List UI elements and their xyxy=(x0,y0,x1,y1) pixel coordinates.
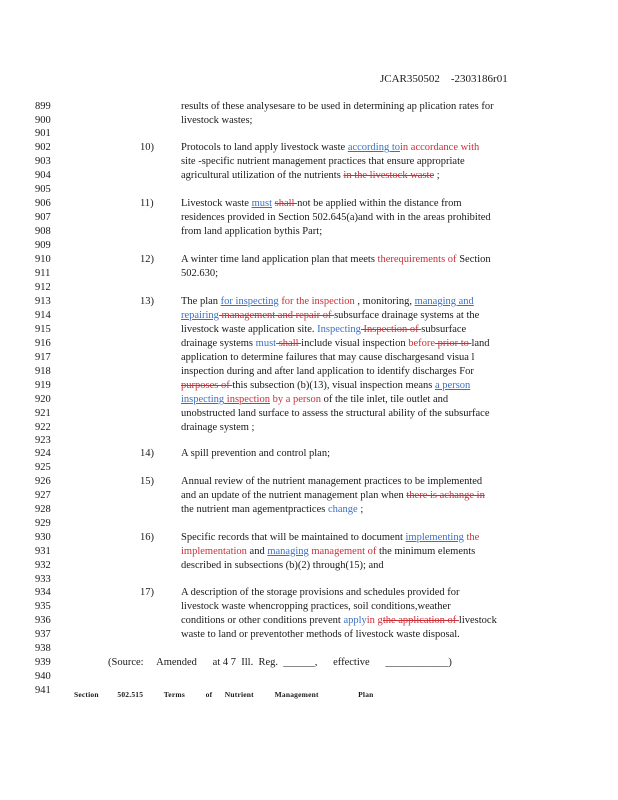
line-number: 915 xyxy=(35,324,51,335)
line-number: 930 xyxy=(35,532,51,543)
text-line: results of these analysesare to be used in determining ap plication rates for xyxy=(181,101,494,112)
text-line: Specific records that will be maintained to document implementing the xyxy=(181,532,480,543)
item-number: 17) xyxy=(140,587,154,598)
inserted-text: change xyxy=(327,504,358,515)
line-number: 912 xyxy=(35,282,51,293)
line-number: 929 xyxy=(35,518,51,529)
inserted-text: of xyxy=(365,546,377,557)
text-line: application to determine failures that may cause dischargesand visua l xyxy=(181,352,475,363)
line-number: 922 xyxy=(35,422,51,433)
line-number: 900 xyxy=(35,115,51,126)
inserted-text: for the inspection xyxy=(278,296,355,307)
item-number: 11) xyxy=(140,198,154,209)
inserted-text: inspecting xyxy=(181,394,225,405)
item-number: 12) xyxy=(140,254,154,265)
line-number: 933 xyxy=(35,574,51,585)
document-header: JCAR350502 -2303186r01 xyxy=(380,73,508,85)
line-number: 932 xyxy=(35,560,51,571)
deleted-text: there is achange in xyxy=(406,490,485,501)
inserted-text: implementation xyxy=(181,546,247,557)
line-number: 936 xyxy=(35,615,51,626)
text-line: residences provided in Section 502.645(a)and with in the areas prohibited xyxy=(181,212,491,223)
line-number: 923 xyxy=(35,435,51,446)
text-line: A winter time land application plan that meets therequirements of Section xyxy=(181,254,491,265)
deleted-text: prior to xyxy=(435,338,472,349)
text-line: the nutrient man agementpractices change ; xyxy=(181,504,364,515)
line-number: 918 xyxy=(35,366,51,377)
line-number: 938 xyxy=(35,643,51,654)
line-number: 940 xyxy=(35,671,51,682)
text-line: drainage system ; xyxy=(181,422,255,433)
inserted-text: according to xyxy=(347,142,400,153)
text-line: drainage systems must shall include visual inspection before prior to land xyxy=(181,338,490,349)
line-number: 919 xyxy=(35,380,51,391)
inserted-text: must xyxy=(255,338,277,349)
line-number: 913 xyxy=(35,296,51,307)
text-line: from land application bythis Part; xyxy=(181,226,323,237)
inserted-text: inspection xyxy=(224,394,270,405)
text-line: repairing management and repair of subsurface drainage systems at the xyxy=(181,310,480,321)
text-line: agricultural utilization of the nutrients in the livestock waste ; xyxy=(181,170,440,181)
text-line: unobstructed land surface to assess the structural ability of the subsurface xyxy=(181,408,490,419)
deleted-text: management and repair of xyxy=(218,310,335,321)
text-line: implementation and managing management of the minimum elements xyxy=(181,546,476,557)
section-footer: Section 502.515 Terms of Nutrient Management Plan xyxy=(74,690,374,699)
line-number: 902 xyxy=(35,142,51,153)
line-number: 901 xyxy=(35,128,51,139)
item-number: 16) xyxy=(140,532,154,543)
text-line: livestock waste application site. Inspecting Inspection of subsurface xyxy=(181,324,467,335)
line-number: 908 xyxy=(35,226,51,237)
line-number: 909 xyxy=(35,240,51,251)
inserted-text: management xyxy=(308,546,366,557)
deleted-text: purposes of xyxy=(181,380,233,391)
deleted-text: shall xyxy=(276,338,302,349)
line-number: 905 xyxy=(35,184,51,195)
line-number: 903 xyxy=(35,156,51,167)
line-number: 931 xyxy=(35,546,51,557)
inserted-text: the xyxy=(463,532,480,543)
text-line: Livestock waste must shall not be applied within the distance from xyxy=(181,198,462,209)
deleted-text: in the livestock waste xyxy=(343,170,435,181)
line-number: 927 xyxy=(35,490,51,501)
inserted-text: managing xyxy=(267,546,309,557)
line-number: 914 xyxy=(35,310,51,321)
text-line: Annual review of the nutrient management practices to be implemented xyxy=(181,476,483,487)
item-number: 14) xyxy=(140,448,154,459)
text-line: described in subsections (b)(2) through(15); and xyxy=(181,560,384,571)
line-number: 920 xyxy=(35,394,51,405)
line-number: 904 xyxy=(35,170,51,181)
line-number: 935 xyxy=(35,601,51,612)
inserted-text: managing and xyxy=(414,296,474,307)
line-number: 921 xyxy=(35,408,51,419)
deleted-text: Inspection of xyxy=(360,324,422,335)
line-number: 911 xyxy=(35,268,51,279)
line-number: 907 xyxy=(35,212,51,223)
line-number: 926 xyxy=(35,476,51,487)
line-number: 910 xyxy=(35,254,51,265)
line-number: 924 xyxy=(35,448,51,459)
text-line: A spill prevention and control plan; xyxy=(181,448,331,459)
source-note: (Source: Amended at 4 7 Ill. Reg. ______, effective ____________) xyxy=(108,657,452,668)
line-number: 941 xyxy=(35,685,51,696)
inserted-text: must xyxy=(251,198,272,209)
inserted-text: therequirements of xyxy=(377,254,457,265)
text-line: and an update of the nutrient management plan when there is achange in xyxy=(181,490,485,501)
line-number: 934 xyxy=(35,587,51,598)
text-line: livestock waste whencropping practices, soil conditions,weather xyxy=(181,601,451,612)
line-number: 917 xyxy=(35,352,51,363)
inserted-text: by a person xyxy=(269,394,321,405)
line-number: 928 xyxy=(35,504,51,515)
inserted-text: in g xyxy=(366,615,383,626)
inserted-text: in accordance with xyxy=(400,142,480,153)
text-line: conditions or other conditions prevent applyin gthe application of livestock xyxy=(181,615,497,626)
line-number: 899 xyxy=(35,101,51,112)
inserted-text: for inspecting xyxy=(220,296,279,307)
item-number: 10) xyxy=(140,142,154,153)
inserted-text: implementing xyxy=(405,532,464,543)
item-number: 13) xyxy=(140,296,154,307)
inserted-text: Inspecting xyxy=(317,324,361,335)
line-number: 925 xyxy=(35,462,51,473)
text-line: livestock wastes; xyxy=(181,115,253,126)
text-line: waste to land or preventother methods of livestock waste disposal. xyxy=(181,629,460,640)
inserted-text: repairing xyxy=(181,310,219,321)
line-number: 906 xyxy=(35,198,51,209)
inserted-text: a person xyxy=(435,380,471,391)
deleted-text: shall xyxy=(274,198,298,209)
text-line: inspection during and after land application to identify discharges For xyxy=(181,366,474,377)
text-line: inspecting inspection by a person of the tile inlet, tile outlet and xyxy=(181,394,449,405)
text-line: The plan for inspecting for the inspection , monitoring, managing and xyxy=(181,296,474,307)
text-line: A description of the storage provisions and schedules provided for xyxy=(181,587,460,598)
inserted-text: before xyxy=(408,338,436,349)
deleted-text: the application of xyxy=(382,615,459,626)
line-number: 916 xyxy=(35,338,51,349)
text-line: Protocols to land apply livestock waste according toin accordance with xyxy=(181,142,480,153)
text-line: purposes of this subsection (b)(13), visual inspection means a person xyxy=(181,380,471,391)
line-number: 937 xyxy=(35,629,51,640)
item-number: 15) xyxy=(140,476,154,487)
text-line: 502.630; xyxy=(181,268,219,279)
line-number: 939 xyxy=(35,657,51,668)
text-line: site -specific nutrient management practices that ensure appropriate xyxy=(181,156,465,167)
inserted-text: apply xyxy=(343,615,367,626)
